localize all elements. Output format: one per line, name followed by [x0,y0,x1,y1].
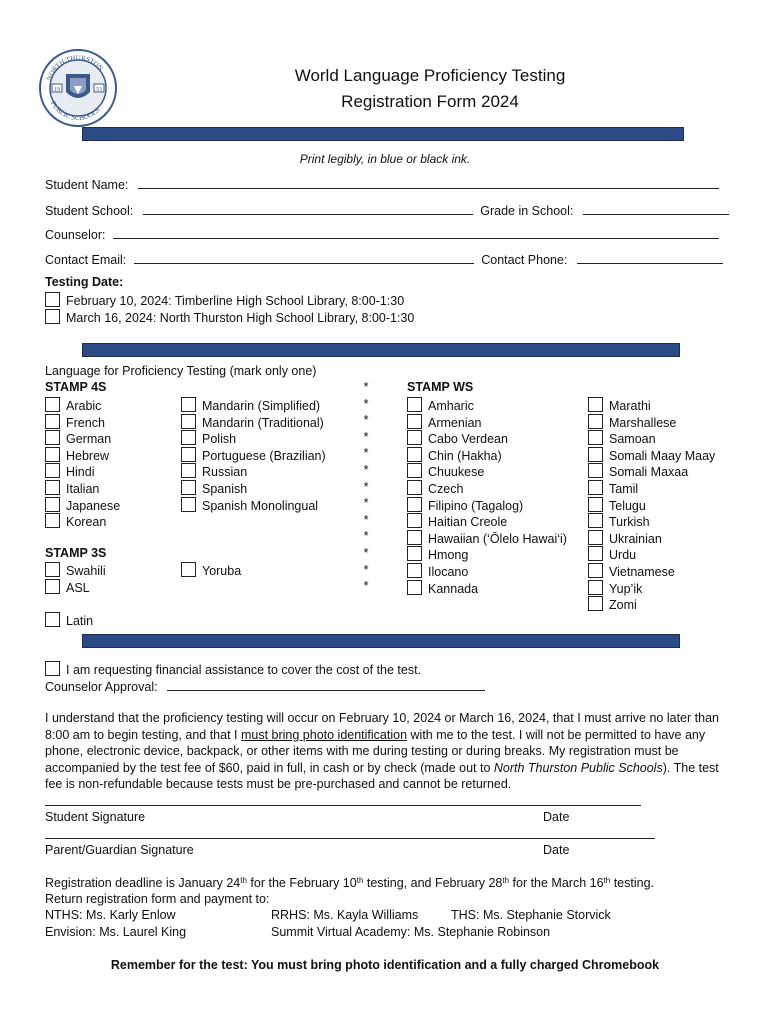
language-label: Vietnamese [609,565,675,579]
contact-ths: THS: Ms. Stephanie Storvick [451,908,611,922]
language-checkbox[interactable] [45,480,60,495]
language-label: Haitian Creole [428,515,508,530]
contact-summit: Summit Virtual Academy: Ms. Stephanie Robinson [271,925,551,939]
language-checkbox[interactable] [181,414,196,429]
language-checkbox[interactable] [181,463,196,478]
language-checkbox[interactable] [588,530,603,545]
language-label: Arabic [66,399,102,413]
language-label: Ilocano [428,565,469,579]
language-checkbox[interactable] [45,562,60,577]
language-option [588,546,636,562]
language-checkbox[interactable] [407,480,422,495]
svg-text:NORTH THURSTON: NORTH THURSTON [45,53,105,82]
language-option [407,546,468,562]
language-checkbox[interactable] [45,513,60,528]
language-label: Somali Maxaa [609,465,689,480]
language-label: Zomi [609,598,637,613]
photo-id-emphasis: must bring photo identification [240,727,408,742]
language-label: Portuguese (Brazilian) [202,448,326,463]
stamp-3s-heading: STAMP 3S [45,546,107,560]
language-label: Chuukese [428,465,485,480]
language-label: Spanish [202,482,248,496]
contact-rrhs: RRHS: Ms. Kayla Williams [271,908,419,922]
separator-star: * [363,512,369,527]
separator-star: * [363,496,369,511]
language-checkbox[interactable] [181,497,196,512]
language-label: Hindi [66,465,95,480]
counselor-approval-row [45,678,485,694]
language-label: Samoan [609,432,656,447]
language-option [407,497,523,513]
financial-assistance-checkbox[interactable] [45,661,60,676]
language-label: Polish [202,432,237,447]
language-option [181,497,318,513]
language-option [588,463,688,479]
language-checkbox[interactable] [407,497,422,512]
language-option [45,513,106,529]
language-checkbox[interactable] [181,480,196,495]
contact-nths: NTHS: Ms. Karly Enlow [45,908,176,922]
language-option [181,447,326,463]
language-checkbox[interactable] [45,397,60,412]
language-option [588,497,646,513]
student-name-label: Student Name: [45,178,129,192]
counselor-approval-field[interactable] [167,678,485,691]
language-option [588,397,651,413]
language-checkbox[interactable] [407,397,422,412]
language-option [45,612,93,628]
language-option [45,447,109,463]
contact-envision: Envision: Ms. Laurel King [45,925,187,939]
language-option [407,513,507,529]
return-instructions: Return registration form and payment to: [45,892,270,906]
testing-date-heading: Testing Date: [45,275,124,289]
language-checkbox[interactable] [45,612,60,627]
parent-date-label: Date [543,843,570,857]
instruction-text: Print legibly, in blue or black ink. [299,152,471,166]
language-checkbox[interactable] [181,447,196,462]
language-option [588,480,638,496]
separator-star: * [363,562,369,577]
language-label: Marathi [609,399,651,413]
language-option [181,397,320,413]
language-option [588,430,656,446]
language-option [45,430,111,446]
form-title-line1: World Language Proficiency Testing [294,66,566,85]
language-label: Cabo Verdean [428,432,508,447]
language-option [588,580,642,596]
language-checkbox[interactable] [45,497,60,512]
separator-star: * [363,446,369,461]
language-label: Tamil [609,482,639,496]
parent-signature-label: Parent/Guardian Signature [45,843,194,857]
language-checkbox[interactable] [45,414,60,429]
student-date-label: Date [543,810,570,824]
language-option [588,447,715,463]
language-label: Urdu [609,548,637,563]
language-option [45,463,95,479]
student-signature-label: Student Signature [45,810,146,824]
language-checkbox[interactable] [588,596,603,611]
language-label: Russian [202,465,248,480]
language-label: Mandarin (Traditional) [202,415,324,430]
language-label: Yup’ik [609,581,643,596]
language-label: Spanish Monolingual [202,498,319,513]
contact-email-label: Contact Email: [45,253,127,267]
svg-text:PUBLIC SCHOOLS: PUBLIC SCHOOLS [49,99,102,123]
language-option [407,563,468,579]
language-option [181,414,324,430]
language-label: Italian [66,482,100,496]
language-option [407,580,478,596]
language-option [407,480,463,496]
language-option [407,414,482,430]
language-option [181,463,247,479]
separator-star: * [363,413,369,428]
language-label: Somali Maay Maay [609,448,716,463]
testing-date-checkbox[interactable] [45,309,60,324]
registration-deadline: Registration deadline is January 24th for the February 10th testing, and February 28th for the March 16th testing. [45,876,654,890]
testing-date-label: February 10, 2024: Timberline High School Library, 8:00-1:30 [66,294,405,308]
language-checkbox[interactable] [407,463,422,478]
language-label: Kannada [428,581,479,596]
counselor-row [45,226,719,242]
language-option [407,430,508,446]
language-option [407,463,484,479]
language-label: German [66,432,112,447]
language-label: Hebrew [66,448,110,463]
language-checkbox[interactable] [45,430,60,445]
language-checkbox[interactable] [588,463,603,478]
language-checkbox[interactable] [407,530,422,545]
divider-bar [82,343,680,357]
testing-date-option [45,309,414,325]
language-checkbox[interactable] [588,414,603,429]
language-label: Swahili [66,564,106,578]
grade-field[interactable] [583,202,729,215]
language-option [407,447,502,463]
language-option [181,562,241,578]
testing-date-label: March 16, 2024: North Thurston High School Library, 8:00-1:30 [66,311,415,325]
contact-row [45,251,723,267]
language-label: Mandarin (Simplified) [202,399,321,413]
language-checkbox[interactable] [45,447,60,462]
divider-bar [82,634,680,648]
language-checkbox[interactable] [588,580,603,595]
student-school-field[interactable] [143,202,473,215]
separator-star: * [363,529,369,544]
language-option [181,480,247,496]
language-label: Yoruba [202,564,242,578]
language-checkbox[interactable] [45,463,60,478]
language-option [45,414,105,430]
language-option [45,397,101,413]
terms-paragraph: I understand that the proficiency testing will occur on February 10, 2024 or March 16, 2024, that I must arrive no later than 8:00 am to begin testing, and that I must bring photo identification with me to the test. I will not be permitted to have any phone, electronic device, backpack, or other items with me during testing or during breaks. My registration must be accompanied by the test fee of $60, paid in full, in cash or by check (made out to North Thurston Public Schools). The test fee is non-refundable because tests must be pre-purchased and cannot be returned. [45,711,719,791]
language-option [407,397,474,413]
language-option [588,414,676,430]
language-label: Turkish [609,515,650,530]
language-label: Filipino (Tagalog) [428,498,524,513]
parent-signature-line[interactable] [45,838,655,839]
language-checkbox[interactable] [45,579,60,594]
language-label: Telugu [609,498,646,513]
language-checkbox[interactable] [588,563,603,578]
language-checkbox[interactable] [588,480,603,495]
language-checkbox[interactable] [588,397,603,412]
language-checkbox[interactable] [407,563,422,578]
language-label: Hawaiian (‘Ōlelo Hawai‘i) [428,531,567,546]
separator-star: * [363,579,369,594]
svg-text:53: 53 [96,87,102,93]
language-checkbox[interactable] [588,497,603,512]
language-option [45,562,106,578]
language-label: ASL [66,580,90,595]
student-name-field[interactable] [138,176,719,189]
counselor-label: Counselor: [45,228,106,242]
svg-text:19: 19 [54,87,60,93]
stamp-4s-heading: STAMP 4S [45,380,107,394]
student-name-row [45,176,719,192]
language-label: Czech [428,482,464,496]
student-signature-line[interactable] [45,805,641,806]
language-checkbox[interactable] [407,513,422,528]
form-title-line2: Registration Form 2024 [341,92,519,111]
language-checkbox[interactable] [181,562,196,577]
language-option [45,480,99,496]
language-checkbox[interactable] [407,546,422,561]
language-label: Chin (Hakha) [428,448,502,463]
language-option [588,596,637,612]
language-checkbox[interactable] [181,397,196,412]
separator-star: * [363,380,369,394]
language-checkbox[interactable] [588,513,603,528]
language-checkbox[interactable] [588,546,603,561]
language-option [588,530,662,546]
language-label: Korean [66,515,107,530]
language-label: Marshallese [609,415,677,430]
language-checkbox[interactable] [407,447,422,462]
language-option [181,430,236,446]
student-school-label: Student School: [45,204,134,218]
contact-email-field[interactable] [134,251,474,264]
reminder-text: Remember for the test: You must bring photo identification and a fully charged Chromebook [110,958,660,972]
language-checkbox[interactable] [181,430,196,445]
contact-phone-label: Contact Phone: [481,253,568,267]
language-label: Hmong [428,548,469,563]
separator-star: * [363,429,369,444]
language-option [45,497,120,513]
language-label: Ukrainian [609,531,662,546]
divider-bar [82,127,684,141]
separator-star: * [363,479,369,494]
language-heading: Language for Proficiency Testing (mark only one) [45,364,317,378]
district-seal-logo [38,48,118,128]
language-checkbox[interactable] [407,430,422,445]
language-checkbox[interactable] [407,580,422,595]
language-label: Amharic [428,399,474,413]
counselor-approval-label: Counselor Approval: [45,680,158,694]
language-option [407,530,567,546]
testing-date-option [45,292,404,308]
language-option [588,563,675,579]
grade-label: Grade in School: [480,204,574,218]
language-label: Armenian [428,415,482,430]
separator-star: * [363,546,369,560]
counselor-field[interactable] [113,226,719,239]
financial-assistance-row [45,661,421,677]
separator-star: * [363,396,369,411]
testing-date-checkbox[interactable] [45,292,60,307]
stamp-ws-heading: STAMP WS [407,380,474,394]
language-option [45,579,90,595]
language-checkbox[interactable] [407,414,422,429]
student-school-row [45,202,729,218]
language-option [588,513,650,529]
contact-phone-field[interactable] [577,251,723,264]
language-checkbox[interactable] [588,447,603,462]
separator-star: * [363,463,369,477]
financial-assistance-label: I am requesting financial assistance to cover the cost of the test. [66,663,422,677]
language-label: French [66,415,105,430]
language-label: Latin [66,614,94,628]
language-label: Japanese [66,498,121,513]
payee-name: North Thurston Public Schools [493,760,663,775]
language-checkbox[interactable] [588,430,603,445]
